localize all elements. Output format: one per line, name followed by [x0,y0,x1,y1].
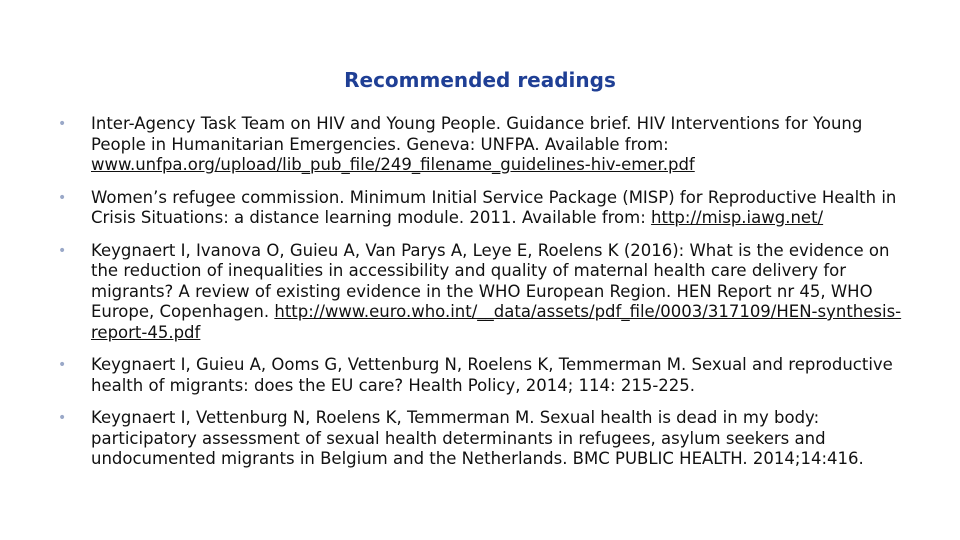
reference-link[interactable]: http://www.euro.who.int/__data/assets/pdf_file/0003/317109/HEN-synthesis-report-45.pdf [91,302,902,342]
reference-text: Keygnaert I, Guieu A, Ooms G, Vettenburg N, Roelens K, Temmerman M. Sexual and reproductive health of migrants: does the EU care? Health Policy, 2014; 114: 215-225. [91,355,893,395]
reference-item [58,114,908,176]
slide-title: Recommended readings [344,68,616,92]
reference-text: Keygnaert I, Ivanova O, Guieu A, Van Parys A, Leye E, Roelens K (2016): What is the evidence on the reduction of inequalities in accessibility and quality of maternal health care delivery for migrants? A review of existing evidence in the WHO European Region. HEN Report nr 45, WHO Europe, Copenhagen. [91,240,890,321]
bullet-icon: • [58,242,67,259]
reference-link[interactable]: http://misp.iawg.net/ [651,208,824,227]
reference-text: Women’s refugee commission. Minimum Initial Service Package (MISP) for Reproductive Health in Crisis Situations: a distance learning module. 2011. Available from: [91,187,897,227]
bullet-icon: • [58,116,67,132]
bullet-icon: • [58,410,67,426]
reference-item [58,241,908,344]
reference-list [58,114,908,482]
reference-item [58,355,908,396]
reference-text: Inter-Agency Task Team on HIV and Young People. Guidance brief. HIV Interventions for Young People in Humanitarian Emergencies. Geneva: UNFPA. Available from: [91,114,863,154]
bullet-icon: • [58,357,67,373]
reference-text: Keygnaert I, Vettenburg N, Roelens K, Temmerman M. Sexual health is dead in my body: participatory assessment of sexual health determinants in refugees, asylum seekers and undocumented migrants in Belgium and the Netherlands. BMC PUBLIC HEALTH. 2014;14:416. [91,408,864,468]
bullet-icon: • [58,189,67,206]
reference-item [58,188,908,229]
reference-item [58,408,908,470]
reference-link[interactable]: www.unfpa.org/upload/lib_pub_file/249_filename_guidelines-hiv-emer.pdf [91,155,695,174]
